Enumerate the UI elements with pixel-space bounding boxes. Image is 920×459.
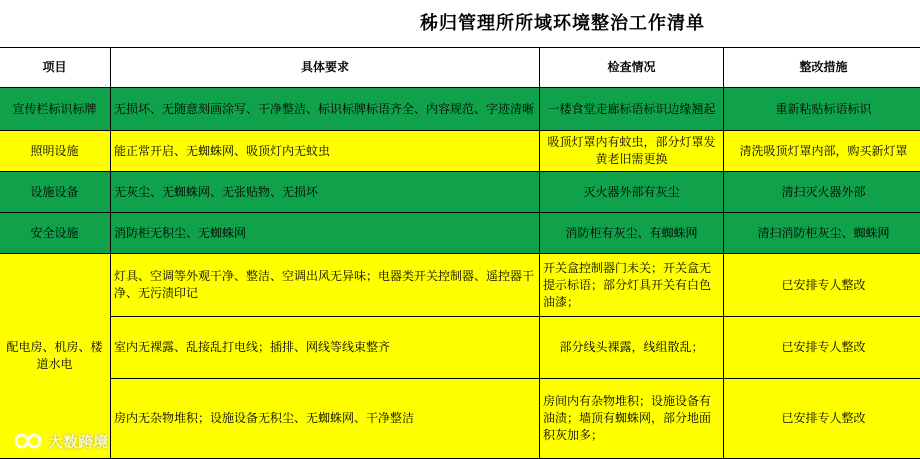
infinity-logo-icon <box>6 430 44 452</box>
header-row <box>0 48 920 88</box>
cell-requirement: 消防柜无积尘、无蜘蛛网 <box>111 213 540 254</box>
cell-inspection: 部分线头裸露，线组散乱； <box>540 317 724 379</box>
watermark <box>6 428 108 454</box>
cell-measure: 清洗吸顶灯罩内部，购买新灯罩 <box>724 131 920 172</box>
cell-requirement: 房内无杂物堆积；设施设备无积尘、无蜘蛛网、干净整洁 <box>111 379 540 459</box>
table-row <box>0 254 920 317</box>
header-inspection: 检查情况 <box>540 48 724 88</box>
header-measure: 整改措施 <box>724 48 920 88</box>
cell-inspection: 灭火器外部有灰尘 <box>540 172 724 213</box>
cell-measure: 清扫消防柜灰尘、蜘蛛网 <box>724 213 920 254</box>
table-row <box>0 379 920 459</box>
worklist-table <box>0 47 920 459</box>
cell-inspection: 吸顶灯罩内有蚊虫，部分灯罩发黄老旧需更换 <box>540 131 724 172</box>
header-item: 项目 <box>0 48 111 88</box>
cell-inspection: 开关盒控制器门未关；开关盒无提示标语；部分灯具开关有白色油漆； <box>540 254 724 317</box>
cell-measure: 已安排专人整改 <box>724 254 920 317</box>
cell-requirement: 无灰尘、无蜘蛛网、无张贴物、无损坏 <box>111 172 540 213</box>
cell-item: 宣传栏标识标牌 <box>0 88 111 131</box>
cell-requirement: 灯具、空调等外观干净、整洁、空调出风无异味；电器类开关控制器、遥控器干净、无污渍印记 <box>111 254 540 317</box>
table-row <box>0 131 920 172</box>
cell-measure: 已安排专人整改 <box>724 379 920 459</box>
cell-inspection: 一楼食堂走廊标语标识边缘翘起 <box>540 88 724 131</box>
table-row <box>0 317 920 379</box>
cell-inspection: 消防柜有灰尘、有蜘蛛网 <box>540 213 724 254</box>
header-requirement: 具体要求 <box>111 48 540 88</box>
cell-item-group: 配电房、机房、楼道水电 <box>0 254 111 459</box>
cell-item: 照明设施 <box>0 131 111 172</box>
cell-inspection: 房间内有杂物堆积；设施设备有油渍；墙顶有蜘蛛网，部分地面积灰加多； <box>540 379 724 459</box>
cell-measure: 清扫灭火器外部 <box>724 172 920 213</box>
table-row <box>0 213 920 254</box>
watermark-text: 大数跨境 <box>48 431 108 452</box>
cell-measure: 重新粘贴标语标识 <box>724 88 920 131</box>
cell-requirement: 室内无裸露、乱接乱打电线；插排、网线等线束整齐 <box>111 317 540 379</box>
cell-requirement: 无损坏、无随意刻画涂写、干净整洁、标识标牌标语齐全、内容规范、字迹清晰 <box>111 88 540 131</box>
cell-item: 安全设施 <box>0 213 111 254</box>
table-row <box>0 172 920 213</box>
table-row <box>0 88 920 131</box>
cell-item: 设施设备 <box>0 172 111 213</box>
cell-requirement: 能正常开启、无蜘蛛网、吸顶灯内无蚊虫 <box>111 131 540 172</box>
sheet-title: 秭归管理所所域环境整治工作清单 <box>420 10 840 38</box>
cell-measure: 已安排专人整改 <box>724 317 920 379</box>
